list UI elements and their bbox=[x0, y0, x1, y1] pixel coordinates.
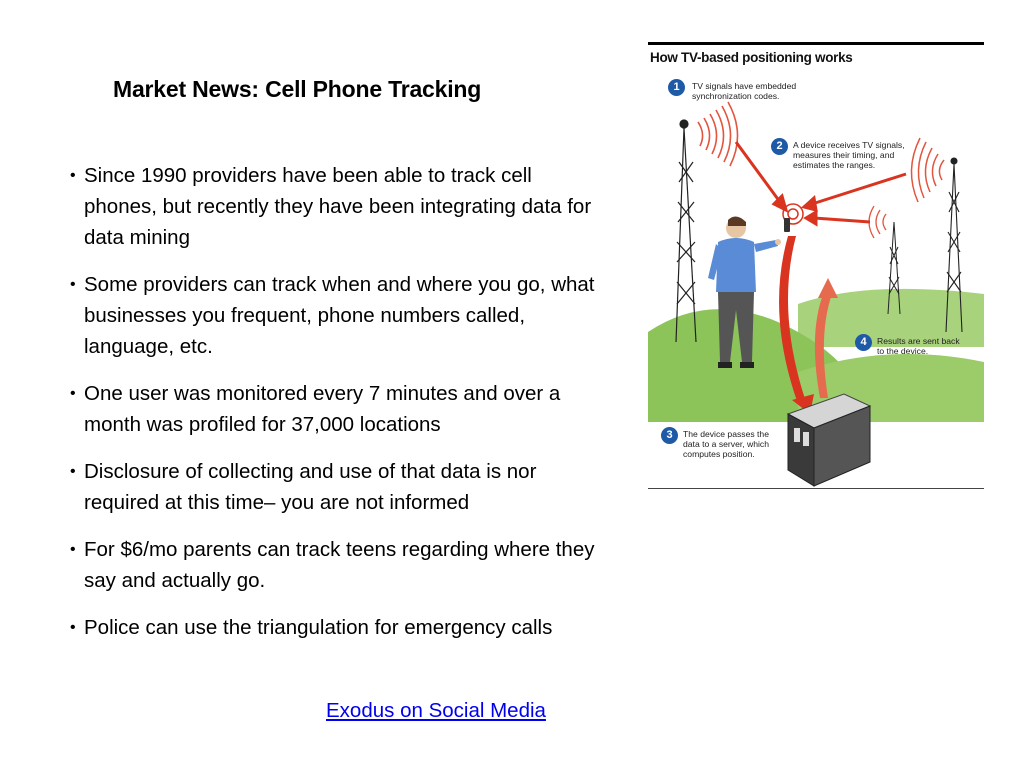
tv-positioning-infographic bbox=[648, 42, 984, 489]
exodus-link[interactable]: Exodus on Social Media bbox=[326, 699, 546, 722]
bullet-symbol: • bbox=[70, 385, 76, 402]
step-2-text: A device receives TV signals, measures their timing, and estimates the ranges. bbox=[793, 140, 905, 170]
bullet-text: One user was monitored every 7 minutes and over a month was profiled for 37,000 locations bbox=[84, 382, 561, 436]
step-1-badge: 1 bbox=[668, 79, 685, 96]
bullet-symbol: • bbox=[70, 463, 76, 480]
step-4-text: Results are sent back to the device. bbox=[877, 336, 960, 356]
tower-left bbox=[676, 120, 696, 342]
bullet-symbol: • bbox=[70, 541, 76, 558]
infographic-title: How TV-based positioning works bbox=[650, 50, 853, 65]
bullet-text: For $6/mo parents can track teens regarding where they say and actually go. bbox=[84, 538, 595, 592]
infographic-bottom-rule bbox=[648, 488, 984, 489]
bullet-item bbox=[70, 378, 600, 440]
bullet-list bbox=[70, 160, 600, 659]
step-3-badge: 3 bbox=[661, 427, 678, 444]
bullet-item bbox=[70, 456, 600, 518]
step-3-text: The device passes the data to a server, which computes position. bbox=[683, 429, 769, 459]
infographic-illustration bbox=[648, 42, 984, 489]
bullet-text: Since 1990 providers have been able to track cell phones, but recently they have been integrating data for data mining bbox=[84, 164, 592, 249]
bullet-symbol: • bbox=[70, 276, 76, 293]
slide-title: Market News: Cell Phone Tracking bbox=[113, 76, 482, 102]
signal-waves-middle bbox=[869, 206, 886, 238]
bullet-text: Some providers can track when and where you go, what businesses you frequent, phone numbers called, language, etc. bbox=[84, 273, 595, 358]
bullet-item bbox=[70, 269, 600, 362]
step-4-badge: 4 bbox=[855, 334, 872, 351]
bullet-item bbox=[70, 160, 600, 253]
bullet-text: Police can use the triangulation for emergency calls bbox=[84, 616, 553, 639]
bullet-symbol: • bbox=[70, 167, 76, 184]
bullet-item bbox=[70, 612, 600, 643]
bullet-item bbox=[70, 534, 600, 596]
bullet-symbol: • bbox=[70, 619, 76, 636]
bullet-text: Disclosure of collecting and use of that data is nor required at this time– you are not informed bbox=[84, 460, 537, 514]
step-2-badge: 2 bbox=[771, 138, 788, 155]
signal-waves-left bbox=[698, 102, 738, 166]
step-1-text: TV signals have embedded synchronization codes. bbox=[692, 81, 797, 101]
